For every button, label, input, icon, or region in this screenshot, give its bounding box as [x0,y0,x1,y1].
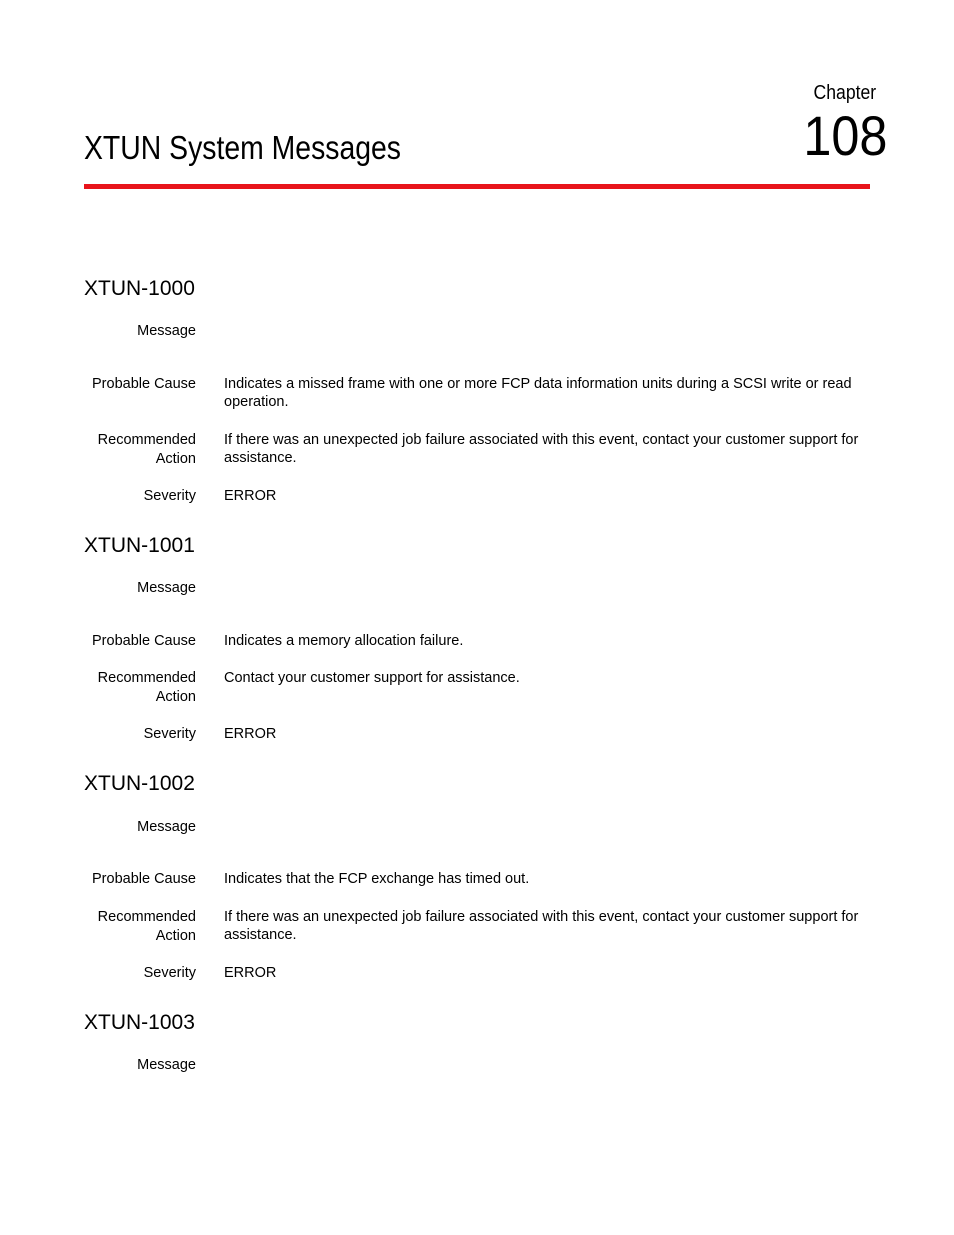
recommended-action-text: If there was an unexpected job failure associated with this event, contact your customer support for assistance. [224,909,859,943]
message-label: Message [137,1057,196,1073]
severity-label: Severity [143,965,196,981]
recommended-action-label [98,908,196,946]
message-label: Message [137,323,196,339]
chapter-number: 108 [802,104,887,167]
action-label: Action [155,451,196,467]
severity-value: ERROR [224,965,277,981]
recommended-label: Recommended [97,909,196,925]
recommended-action-text: Contact your customer support for assistance. [224,670,520,686]
probable-cause-label: Probable Cause [92,376,196,392]
probable-cause-label: Probable Cause [92,871,196,887]
severity-value: ERROR [224,488,277,504]
severity-value: ERROR [224,726,277,742]
probable-cause-text: Indicates that the FCP exchange has timed out. [224,871,530,887]
severity-label: Severity [143,726,196,742]
probable-cause-label: Probable Cause [92,633,196,649]
section-heading-xtun-1002: XTUN-1002 [84,772,195,795]
recommended-action-text: If there was an unexpected job failure associated with this event, contact your customer support for assistance. [224,432,859,466]
chapter-label: Chapter [813,82,876,104]
title-rule [84,184,870,189]
recommended-action-label [98,669,196,707]
recommended-label: Recommended [97,670,196,686]
severity-label: Severity [143,488,196,504]
recommended-action-label [98,431,196,469]
section-heading-xtun-1003: XTUN-1003 [84,1011,195,1034]
probable-cause-text: Indicates a missed frame with one or more FCP data information units during a SCSI write or read operation. [224,376,852,410]
recommended-label: Recommended [97,432,196,448]
section-heading-xtun-1000: XTUN-1000 [84,277,195,300]
action-label: Action [155,928,196,944]
section-heading-xtun-1001: XTUN-1001 [84,534,195,557]
page-title: XTUN System Messages [84,129,401,166]
message-label: Message [137,580,196,596]
message-label: Message [137,819,196,835]
probable-cause-text: Indicates a memory allocation failure. [224,633,464,649]
action-label: Action [155,689,196,705]
